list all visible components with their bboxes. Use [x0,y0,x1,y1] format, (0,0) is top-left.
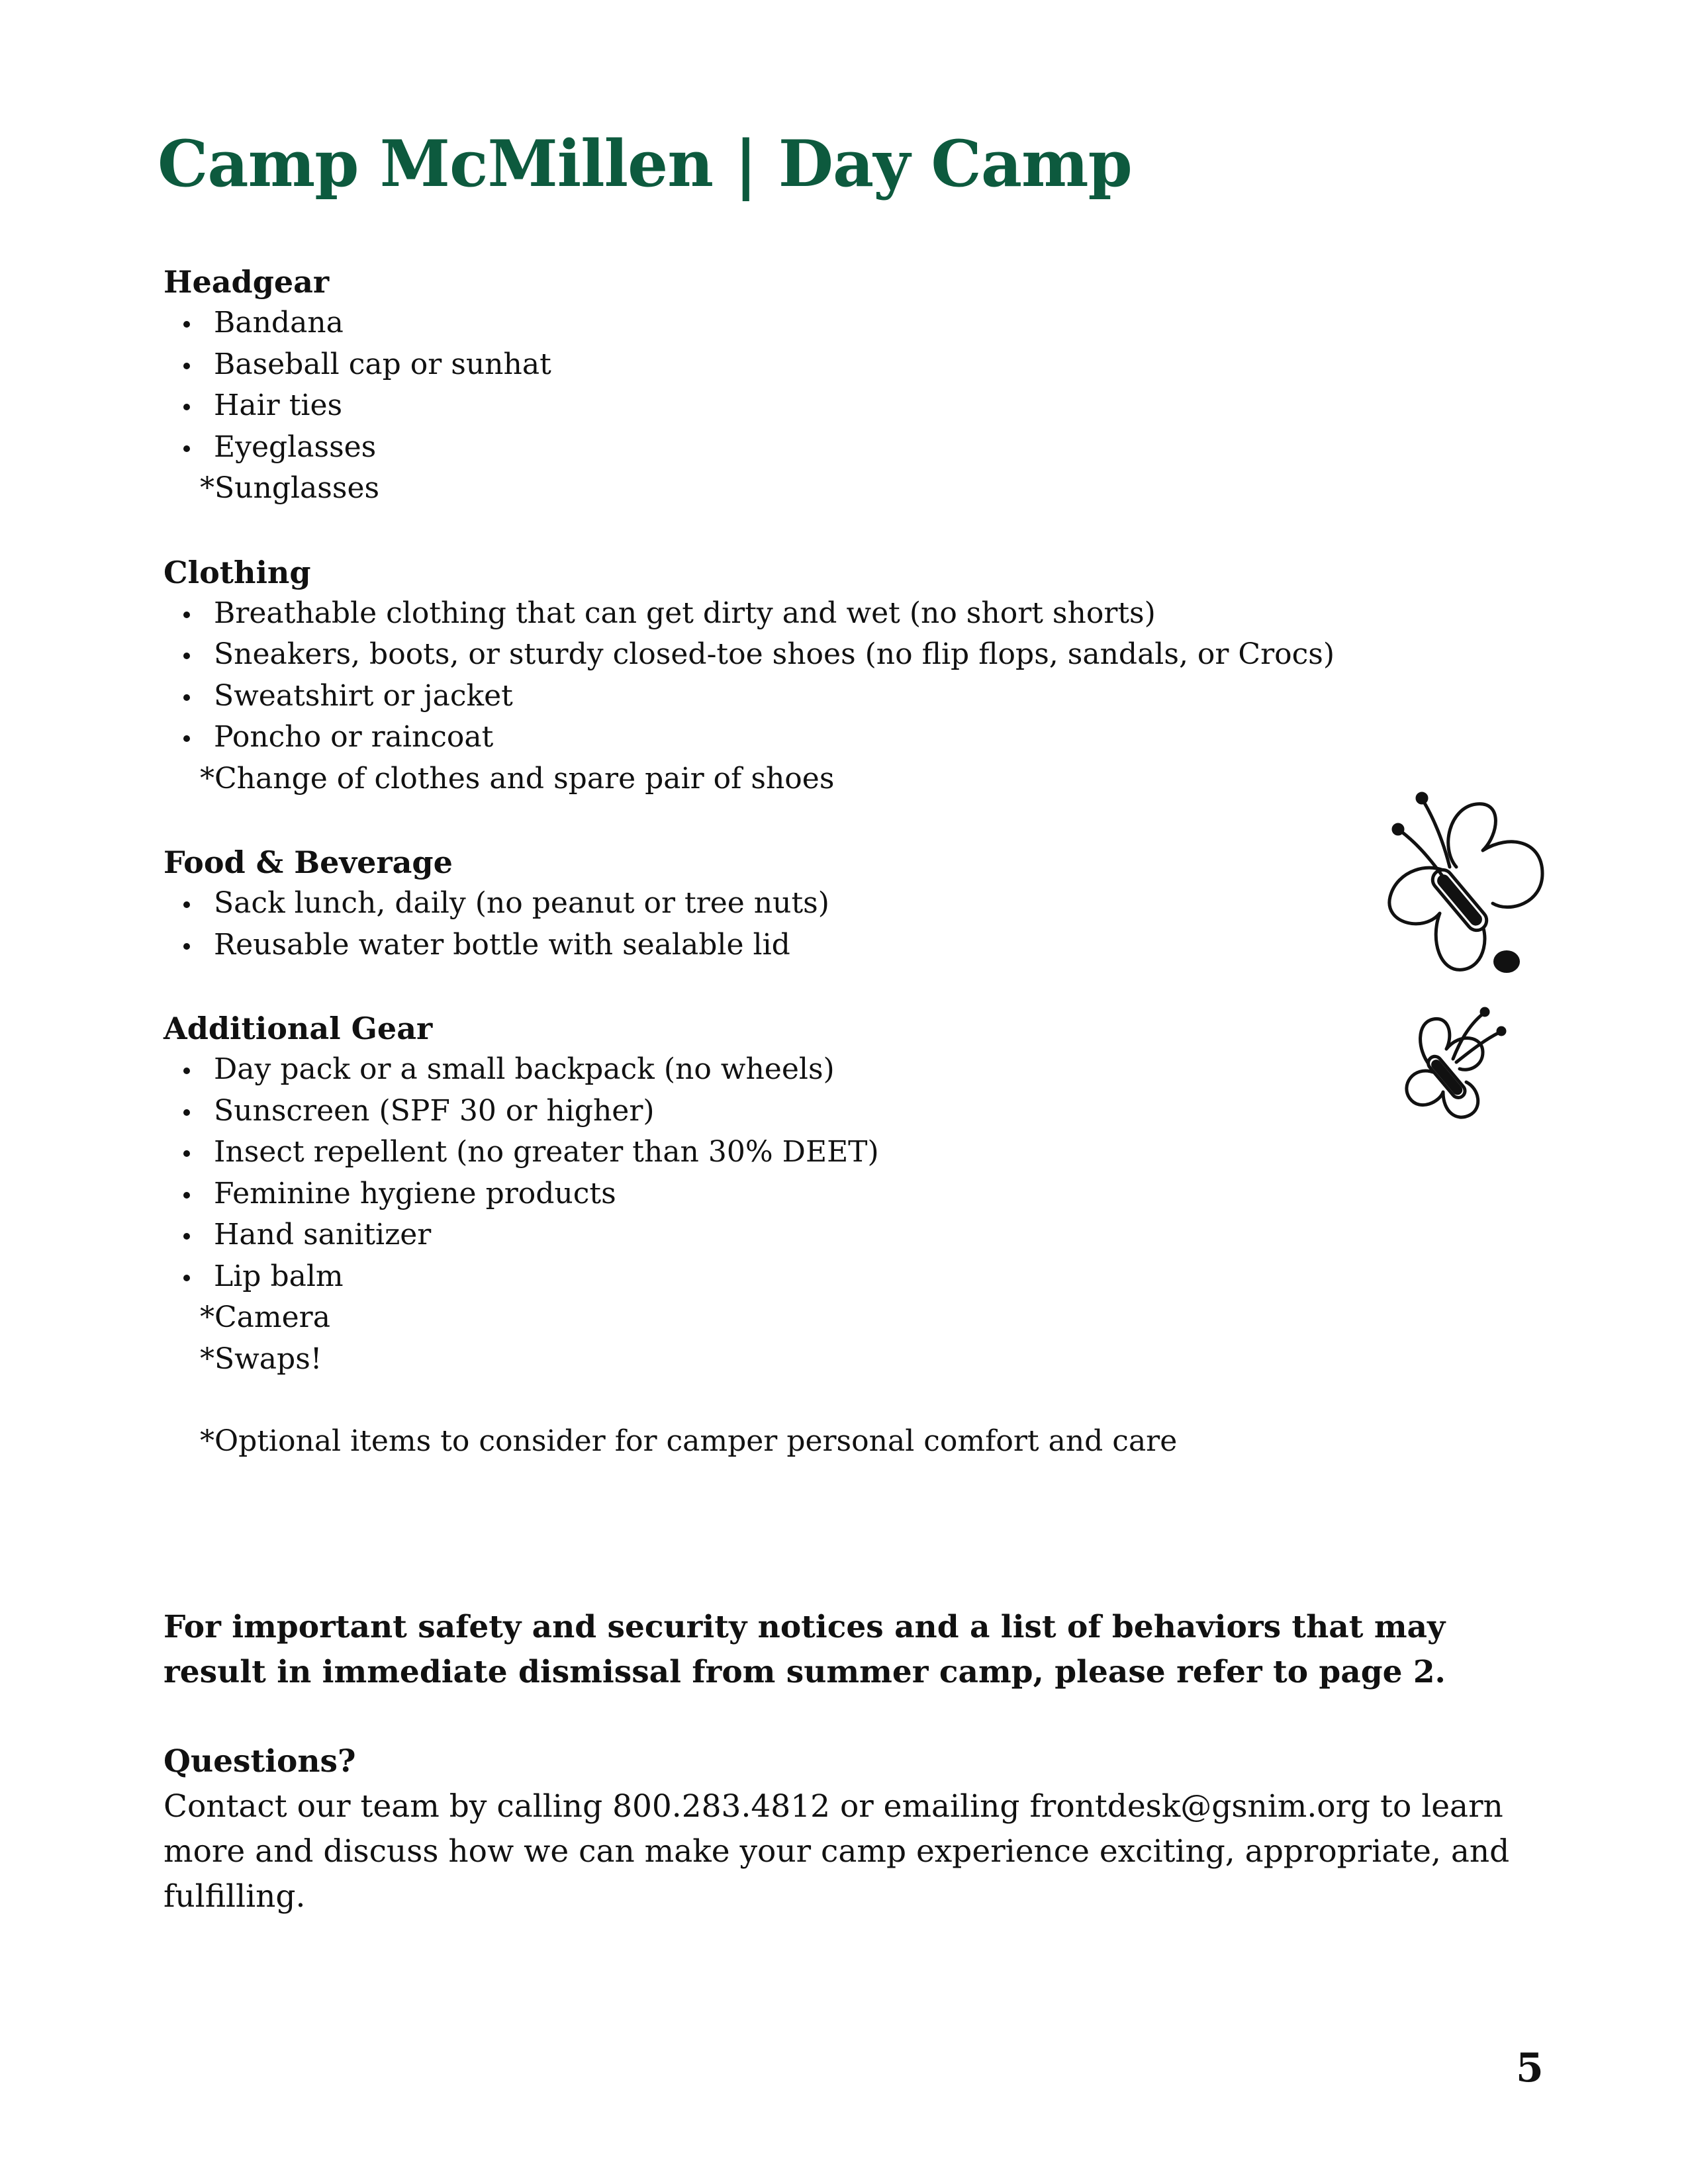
page-title: Camp McMillen | Day Camp [158,126,1132,201]
optional-note: *Optional items to consider for camper personal comfort and care [200,1424,1178,1458]
contact-text: Contact our team by calling 800.283.4812 or emailing frontdesk@gsnim.org to learn more and discuss how we can make your camp experience exciting, appropriate, and fulfilling. [164,1788,1510,1915]
list-item: Eyeglasses [164,427,1554,469]
butterfly-illustrations [1350,781,1562,1138]
list-item: Insect repellent (no greater than 30% DEET) [164,1132,1554,1173]
list-item: Hand sanitizer [164,1214,1554,1256]
section-food-beverage [164,842,1554,966]
list-item: Sunscreen (SPF 30 or higher) [164,1091,1554,1132]
item-list [164,593,1554,758]
list-item: Bandana [164,302,1554,344]
butterfly-small-icon [1407,1009,1505,1117]
page-number: 5 [1516,2045,1544,2091]
list-item: Sweatshirt or jacket [164,676,1554,717]
optional-item: *Change of clothes and spare pair of shoes [200,761,835,796]
section-heading: Food & Beverage [164,844,453,880]
list-item: Sack lunch, daily (no peanut or tree nuts) [164,883,1554,925]
section-clothing [164,552,1554,800]
list-item: Breathable clothing that can get dirty and wet (no short shorts) [164,593,1554,635]
packing-list [164,261,1554,1462]
section-heading: Headgear [164,264,330,300]
item-list [164,883,1554,966]
optional-item: *Sunglasses [200,471,380,505]
questions-heading: Questions? [164,1743,356,1780]
list-item: Feminine hygiene products [164,1173,1554,1215]
list-item: Day pack or a small backpack (no wheels) [164,1049,1554,1091]
list-item: Sneakers, boots, or sturdy closed-toe shoes (no flip flops, sandals, or Crocs) [164,634,1554,676]
questions-section [164,1739,1547,1919]
optional-item: *Swaps! [200,1342,322,1376]
butterfly-large-icon [1389,794,1542,973]
list-item: Reusable water bottle with sealable lid [164,925,1554,966]
item-list [164,1049,1554,1297]
section-additional-gear [164,1008,1554,1380]
section-heading: Clothing [164,554,311,590]
item-list [164,302,1554,468]
list-item: Lip balm [164,1256,1554,1298]
list-item: Hair ties [164,385,1554,427]
section-heading: Additional Gear [164,1011,433,1046]
list-item: Poncho or raincoat [164,717,1554,758]
section-headgear [164,261,1554,510]
safety-notice: For important safety and security notices and a list of behaviors that may result in immediate dismissal from summer camp, please refer to page 2. [164,1609,1446,1690]
list-item: Baseball cap or sunhat [164,344,1554,386]
optional-item: *Camera [200,1300,330,1334]
